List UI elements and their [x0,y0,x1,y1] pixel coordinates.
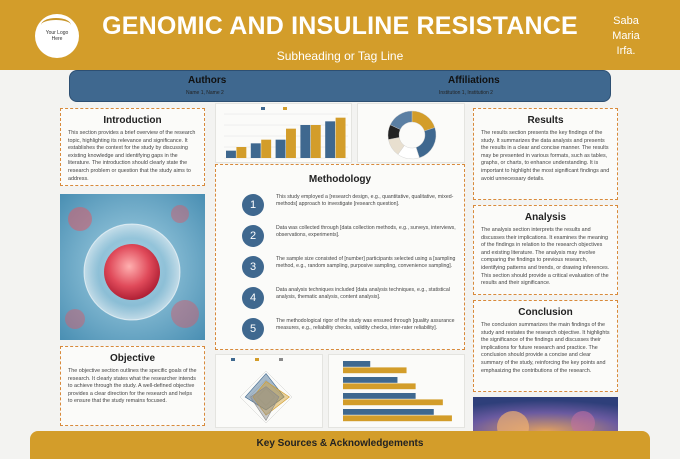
footer-bar: Key Sources & Acknowledgements [30,431,650,459]
hbar-s0-0 [343,361,370,367]
radar-chart [216,355,324,429]
bar-s0-0 [226,151,236,158]
authors-bar [69,70,611,102]
authors-names: Name 1, Name 2 [186,90,224,96]
methodology-section [215,164,465,350]
legend-swatch-0 [261,107,265,110]
introduction-body: This section provides a brief overview of the research topic, highlighting its relevance and significance. It establishes the context for the study by discussing existing knowledge and identifying gaps in the literature. The introduction should clearly state the research problem or question that the study aims to address. [68,130,196,182]
cell-illustration [60,194,205,340]
hbar-s1-0 [343,367,407,373]
authors-label: Authors [188,75,227,86]
introduction-section [60,108,205,186]
objective-title: Objective [109,353,156,364]
methodology-title: Methodology [308,174,372,185]
hbar-chart-panel [328,354,465,428]
analysis-body: The analysis section interprets the results and discusses their implications. It examines the meaning of the findings in relation to the research objectives and existing literature. The analysis may involve comparing the findings to previous research, identifying patterns and trends, or drawing inferences. This section should provide a critical evaluation of the results and their significance. [481,227,610,287]
bar-s0-2 [276,140,286,158]
hbar-s1-1 [343,383,416,389]
logo [35,14,79,58]
bar-s1-3 [311,125,321,158]
bar-s1-1 [261,140,271,158]
bar-chart [216,104,353,164]
hbar-s0-1 [343,377,397,383]
hbar-s1-3 [343,415,452,421]
cell-image [60,194,205,340]
radar-legend-swatch-0 [231,358,235,361]
conclusion-title: Conclusion [518,307,573,318]
methodology-step-2 [242,225,462,253]
hbar-s1-2 [343,399,443,405]
radar-legend-swatch-2 [279,358,283,361]
results-title: Results [527,115,564,126]
logo-text: Your Logo Here [45,30,69,42]
bar-s1-0 [236,147,246,158]
horizontal-bar-chart [329,355,466,429]
step-number-2: 2 [242,225,264,247]
bar-chart-panel [215,103,352,163]
conclusion-section [473,300,618,392]
methodology-step-1 [242,194,462,222]
analysis-title: Analysis [524,212,567,223]
hbar-s0-2 [343,393,416,399]
header-author-names: Saba Maria Irfa. [612,15,640,57]
conclusion-body: The conclusion summarizes the main findings of the study and restates the research objective. It highlights the significance of the findings and discusses their implications for future research and practice. The conclusion should provide a concise and clear summary of the study, reinforcing the key points and emphasizing the contributions of the research. [481,322,610,374]
methodology-step-4 [242,287,462,315]
results-section [473,108,618,200]
analysis-section [473,205,618,295]
poster-subtitle: Subheading or Tag Line [276,49,404,63]
radar-legend-swatch-1 [255,358,259,361]
step-text-2: Data was collected through [data collection methods, e.g., surveys, interviews, observations, experiments]. [276,225,456,239]
poster-title: GENOMIC AND INSULINE RESISTANCE [102,12,578,40]
objective-body: The objective section outlines the specific goals of the research. It clearly states what the researcher intends to achieve through the study. A well-defined objective provides a clear direction for the research and helps to ensure that the study remains focused. [68,368,197,405]
affiliations-names: Institution 1, Institution 2 [439,90,493,96]
bar-s1-4 [336,118,346,158]
radar-chart-panel [215,354,323,428]
bar-s0-3 [300,125,310,158]
donut-slice-1 [416,128,436,158]
introduction-title: Introduction [103,115,162,126]
poster-header [0,0,680,70]
donut-slice-0 [412,111,435,131]
pie-chart-panel [357,103,465,163]
methodology-step-5 [242,318,462,346]
step-number-3: 3 [242,256,264,278]
legend-swatch-1 [283,107,287,110]
affiliations-label: Affiliations [448,75,500,86]
step-text-4: Data analysis techniques included [data analysis techniques, e.g., statistical analysis, thematic analysis, content analysis]. [276,287,450,301]
bar-s0-1 [251,143,261,158]
step-text-1: This study employed a [research design, e.g., quantitative, qualitative, mixed-methods] approach to investigate [research question]. [276,194,454,208]
step-number-1: 1 [242,194,264,216]
cell-image-small [473,397,618,431]
bar-s0-4 [325,121,335,158]
results-body: The results section presents the key findings of the study. It summarizes the data analysis and presents the results in a clear and concise manner. The results may be presented in various formats, such as tables, graphs, or charts, to enhance understanding. It is important to highlight the most significant findings and avoid unnecessary details. [481,130,610,182]
step-text-5: The methodological rigor of the study was ensured through [quality assurance measures, e.g., reliability checks, validity checks, inter-rater reliability]. [276,318,455,332]
objective-section [60,346,205,426]
bar-s1-2 [286,129,296,158]
cell-illustration-small [473,397,618,431]
step-number-5: 5 [242,318,264,340]
step-text-3: The sample size consisted of [number] participants selected using a [sampling method, e.g., random sampling, purposive sampling, convenience sampling]. [276,256,456,270]
donut-chart [358,104,466,164]
methodology-step-3 [242,256,462,284]
step-number-4: 4 [242,287,264,309]
hbar-s0-3 [343,409,434,415]
